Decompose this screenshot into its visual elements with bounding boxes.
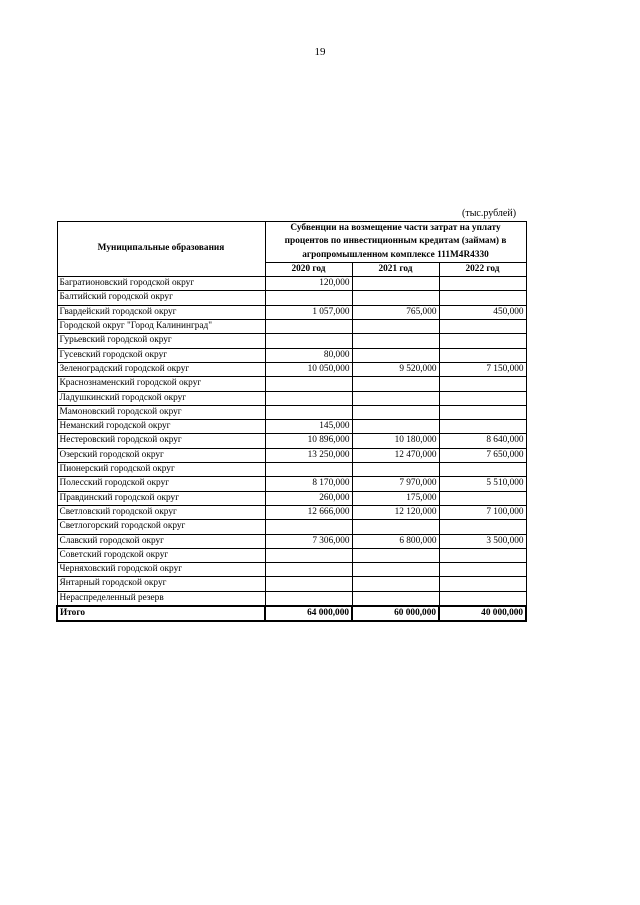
value-cell: 3 500,000 xyxy=(439,534,526,548)
table-row xyxy=(57,405,526,419)
value-cell: 10 050,000 xyxy=(265,362,352,376)
value-cell xyxy=(439,591,526,606)
municipality-name: Озерский городской округ xyxy=(57,448,265,462)
value-cell xyxy=(352,577,439,591)
municipality-name: Ладушкинский городской округ xyxy=(57,391,265,405)
table-row xyxy=(57,577,526,591)
value-cell: 9 520,000 xyxy=(352,362,439,376)
value-cell: 6 800,000 xyxy=(352,534,439,548)
value-cell xyxy=(352,277,439,291)
value-cell xyxy=(352,377,439,391)
value-cell xyxy=(265,463,352,477)
subvention-table xyxy=(56,221,527,622)
total-value-cell: 40 000,000 xyxy=(439,606,526,621)
value-cell: 7 306,000 xyxy=(265,534,352,548)
table-row xyxy=(57,563,526,577)
table-row xyxy=(57,491,526,505)
value-cell: 260,000 xyxy=(265,491,352,505)
total-value-cell: 60 000,000 xyxy=(352,606,439,621)
value-cell: 12 470,000 xyxy=(352,448,439,462)
value-cell xyxy=(265,577,352,591)
municipality-name: Нераспределенный резерв xyxy=(57,591,265,606)
value-cell: 7 150,000 xyxy=(439,362,526,376)
value-cell: 8 170,000 xyxy=(265,477,352,491)
value-cell xyxy=(352,348,439,362)
value-cell xyxy=(265,405,352,419)
value-cell xyxy=(352,520,439,534)
value-cell xyxy=(439,520,526,534)
municipality-name: Краснознаменский городской округ xyxy=(57,377,265,391)
header-year-2022: 2022 год xyxy=(439,262,526,276)
value-cell xyxy=(352,320,439,334)
value-cell: 8 640,000 xyxy=(439,434,526,448)
value-cell xyxy=(439,291,526,305)
table-row xyxy=(57,591,526,606)
value-cell xyxy=(352,391,439,405)
value-cell xyxy=(352,420,439,434)
value-cell xyxy=(439,391,526,405)
value-cell xyxy=(439,420,526,434)
page-number: 19 xyxy=(314,46,326,58)
municipality-name: Пионерский городской округ xyxy=(57,463,265,477)
table-row xyxy=(57,548,526,562)
value-cell xyxy=(265,377,352,391)
value-cell: 7 100,000 xyxy=(439,505,526,519)
value-cell xyxy=(439,563,526,577)
municipality-name: Правдинский городской округ xyxy=(57,491,265,505)
units-label: (тыс.рублей) xyxy=(462,208,517,219)
value-cell xyxy=(439,377,526,391)
value-cell xyxy=(352,548,439,562)
value-cell xyxy=(265,334,352,348)
table-row xyxy=(57,305,526,319)
municipality-name: Светловский городской округ xyxy=(57,505,265,519)
table-row xyxy=(57,348,526,362)
value-cell xyxy=(265,291,352,305)
municipality-name: Янтарный городской округ xyxy=(57,577,265,591)
value-cell: 450,000 xyxy=(439,305,526,319)
value-cell: 12 666,000 xyxy=(265,505,352,519)
table-row xyxy=(57,377,526,391)
municipality-name: Светлогорский городской округ xyxy=(57,520,265,534)
municipality-name: Мамоновский городской округ xyxy=(57,405,265,419)
total-label: Итого xyxy=(57,606,265,621)
value-cell xyxy=(265,563,352,577)
header-municipality: Муниципальные образования xyxy=(57,222,265,277)
municipality-name: Гусевский городской округ xyxy=(57,348,265,362)
table-row xyxy=(57,463,526,477)
municipality-name: Городской округ "Город Калининград" xyxy=(57,320,265,334)
value-cell: 13 250,000 xyxy=(265,448,352,462)
value-cell xyxy=(265,548,352,562)
total-row xyxy=(57,606,526,621)
value-cell xyxy=(439,334,526,348)
value-cell xyxy=(265,591,352,606)
table-row xyxy=(57,362,526,376)
value-cell: 175,000 xyxy=(352,491,439,505)
municipality-name: Балтийский городской округ xyxy=(57,291,265,305)
value-cell: 80,000 xyxy=(265,348,352,362)
table-row xyxy=(57,520,526,534)
municipality-name: Гурьевский городской округ xyxy=(57,334,265,348)
value-cell xyxy=(439,463,526,477)
table-row xyxy=(57,420,526,434)
table-row xyxy=(57,505,526,519)
value-cell xyxy=(352,463,439,477)
value-cell xyxy=(439,548,526,562)
table-row xyxy=(57,277,526,291)
value-cell: 10 180,000 xyxy=(352,434,439,448)
header-subvention: Субвенции на возмещение части затрат на уплату процентов по инвестиционным кредитам (займам) в агропромышленном комплексе 111М4R4330 xyxy=(265,222,526,263)
value-cell: 7 970,000 xyxy=(352,477,439,491)
municipality-name: Нестеровский городской округ xyxy=(57,434,265,448)
municipality-name: Советский городской округ xyxy=(57,548,265,562)
value-cell: 145,000 xyxy=(265,420,352,434)
value-cell xyxy=(352,563,439,577)
value-cell xyxy=(439,348,526,362)
value-cell: 120,000 xyxy=(265,277,352,291)
value-cell xyxy=(439,577,526,591)
value-cell xyxy=(352,334,439,348)
municipality-name: Славский городской округ xyxy=(57,534,265,548)
table-row xyxy=(57,320,526,334)
value-cell xyxy=(439,405,526,419)
value-cell: 765,000 xyxy=(352,305,439,319)
table-row xyxy=(57,291,526,305)
value-cell xyxy=(439,320,526,334)
value-cell: 12 120,000 xyxy=(352,505,439,519)
municipality-name: Черняховский городской округ xyxy=(57,563,265,577)
value-cell xyxy=(265,520,352,534)
value-cell xyxy=(265,391,352,405)
municipality-name: Неманский городской округ xyxy=(57,420,265,434)
table-row xyxy=(57,391,526,405)
value-cell: 7 650,000 xyxy=(439,448,526,462)
value-cell xyxy=(352,291,439,305)
header-year-2021: 2021 год xyxy=(352,262,439,276)
value-cell xyxy=(439,491,526,505)
value-cell: 5 510,000 xyxy=(439,477,526,491)
table-row xyxy=(57,448,526,462)
municipality-name: Зеленоградский городской округ xyxy=(57,362,265,376)
municipality-name: Полесский городской округ xyxy=(57,477,265,491)
municipality-name: Гвардейский городской округ xyxy=(57,305,265,319)
table-row xyxy=(57,534,526,548)
table-row xyxy=(57,334,526,348)
value-cell xyxy=(265,320,352,334)
value-cell xyxy=(352,591,439,606)
value-cell: 10 896,000 xyxy=(265,434,352,448)
municipality-name: Багратионовский городской округ xyxy=(57,277,265,291)
value-cell: 1 057,000 xyxy=(265,305,352,319)
value-cell xyxy=(352,405,439,419)
table-row xyxy=(57,434,526,448)
header-year-2020: 2020 год xyxy=(265,262,352,276)
value-cell xyxy=(439,277,526,291)
table-row xyxy=(57,477,526,491)
total-value-cell: 64 000,000 xyxy=(265,606,352,621)
